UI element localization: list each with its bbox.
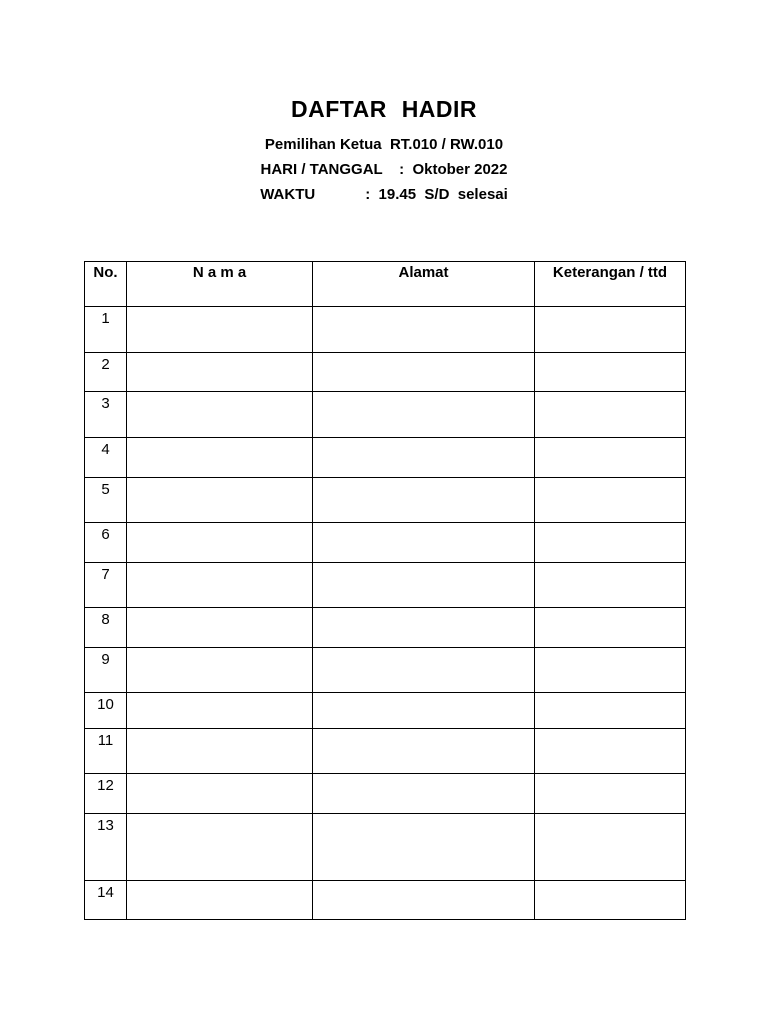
table-row [85,693,686,729]
nama-cell [127,307,313,353]
nama-cell [127,438,313,478]
keterangan-cell [535,353,686,392]
table-row [85,563,686,608]
row-number: 4 [85,438,127,478]
table-row [85,814,686,881]
keterangan-cell [535,693,686,729]
table-row [85,729,686,774]
nama-cell [127,774,313,814]
row-number: 14 [85,881,127,920]
alamat-cell [313,307,535,353]
row-number: 9 [85,648,127,693]
row-number: 13 [85,814,127,881]
alamat-cell [313,693,535,729]
date-line: HARI / TANGGAL : Oktober 2022 [260,161,508,178]
row-number: 8 [85,608,127,648]
row-number: 1 [85,307,127,353]
column-header-no: No. [85,262,127,307]
row-number: 11 [85,729,127,774]
keterangan-cell [535,729,686,774]
nama-cell [127,693,313,729]
keterangan-cell [535,814,686,881]
table-row [85,438,686,478]
keterangan-cell [535,478,686,523]
event-subtitle: Pemilihan Ketua RT.010 / RW.010 [264,136,504,153]
row-number: 3 [85,392,127,438]
nama-cell [127,729,313,774]
column-header-keterangan: Keterangan / ttd [535,262,686,307]
table-row [85,478,686,523]
nama-cell [127,392,313,438]
row-number: 2 [85,353,127,392]
nama-cell [127,814,313,881]
table-header-row [85,262,686,307]
nama-cell [127,608,313,648]
table-row [85,881,686,920]
nama-cell [127,563,313,608]
row-number: 7 [85,563,127,608]
keterangan-cell [535,438,686,478]
row-number: 10 [85,693,127,729]
nama-cell [127,523,313,563]
table-row [85,774,686,814]
alamat-cell [313,729,535,774]
alamat-cell [313,353,535,392]
keterangan-cell [535,392,686,438]
time-line: WAKTU : 19.45 S/D selesai [260,186,508,203]
table-row [85,523,686,563]
row-number: 5 [85,478,127,523]
keterangan-cell [535,774,686,814]
column-header-nama: N a m a [127,262,313,307]
table-row [85,307,686,353]
column-header-alamat: Alamat [313,262,535,307]
keterangan-cell [535,881,686,920]
keterangan-cell [535,563,686,608]
alamat-cell [313,608,535,648]
document-title: DAFTAR HADIR [290,96,478,122]
alamat-cell [313,523,535,563]
alamat-cell [313,478,535,523]
alamat-cell [313,648,535,693]
row-number: 6 [85,523,127,563]
attendance-table [84,261,686,920]
keterangan-cell [535,608,686,648]
alamat-cell [313,438,535,478]
table-row [85,648,686,693]
keterangan-cell [535,523,686,563]
nama-cell [127,881,313,920]
alamat-cell [313,774,535,814]
row-number: 12 [85,774,127,814]
alamat-cell [313,392,535,438]
nama-cell [127,478,313,523]
table-row [85,392,686,438]
table-row [85,608,686,648]
nama-cell [127,648,313,693]
alamat-cell [313,563,535,608]
keterangan-cell [535,307,686,353]
alamat-cell [313,814,535,881]
table-row [85,353,686,392]
keterangan-cell [535,648,686,693]
nama-cell [127,353,313,392]
alamat-cell [313,881,535,920]
